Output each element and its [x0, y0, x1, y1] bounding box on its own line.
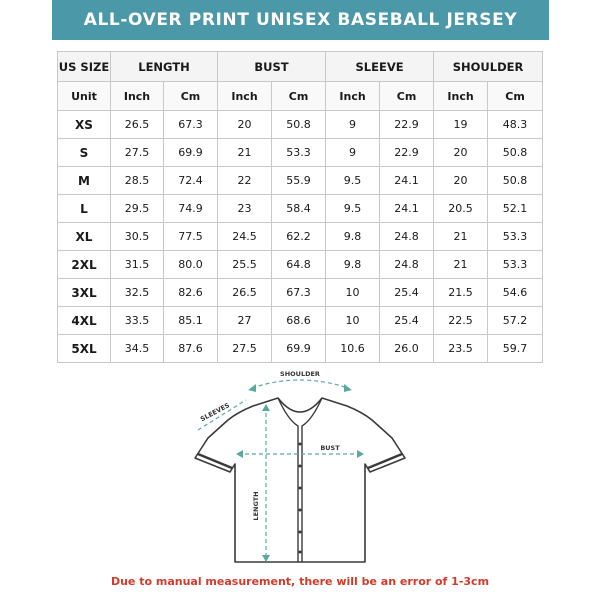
size-label-cell: 4XL: [58, 307, 111, 335]
unit-header-cell: Unit: [58, 82, 111, 111]
measurement-cell: 24.8: [380, 251, 434, 279]
size-label-cell: 5XL: [58, 335, 111, 363]
size-rows: [58, 111, 543, 363]
size-label-cell: XL: [58, 223, 111, 251]
size-row: [58, 195, 543, 223]
size-row: [58, 139, 543, 167]
size-label-cell: 3XL: [58, 279, 111, 307]
measurement-cell: 52.1: [488, 195, 543, 223]
measurement-cell: 21: [218, 139, 272, 167]
measurement-cell: 21.5: [434, 279, 488, 307]
measurement-cell: 29.5: [111, 195, 164, 223]
measurement-note: Due to manual measurement, there will be an error of 1-3cm: [110, 575, 490, 588]
measurement-cell: 25.4: [380, 279, 434, 307]
unit-header-cell: Inch: [326, 82, 380, 111]
shoulder-measure-line: [252, 380, 348, 388]
measurement-cell: 26.5: [218, 279, 272, 307]
size-row: [58, 223, 543, 251]
group-header-us-size: US SIZE: [58, 52, 111, 82]
size-chart-table: [57, 51, 543, 363]
measurement-cell: 9.8: [326, 251, 380, 279]
measurement-cell: 22: [218, 167, 272, 195]
measurement-cell: 19: [434, 111, 488, 139]
measurement-cell: 26.0: [380, 335, 434, 363]
measurement-cell: 21: [434, 223, 488, 251]
measurement-cell: 80.0: [164, 251, 218, 279]
size-row: [58, 251, 543, 279]
measurement-cell: 9.8: [326, 223, 380, 251]
measurement-cell: 69.9: [272, 335, 326, 363]
unit-header-cell: Cm: [488, 82, 543, 111]
measurement-cell: 55.9: [272, 167, 326, 195]
measurement-cell: 10: [326, 279, 380, 307]
measurement-cell: 20: [434, 167, 488, 195]
measurement-cell: 9: [326, 139, 380, 167]
measurement-cell: 20: [434, 139, 488, 167]
measurement-cell: 9: [326, 111, 380, 139]
measurement-cell: 50.8: [488, 167, 543, 195]
measurement-cell: 53.3: [488, 251, 543, 279]
measurement-cell: 30.5: [111, 223, 164, 251]
measurement-cell: 20.5: [434, 195, 488, 223]
measurement-cell: 28.5: [111, 167, 164, 195]
measurement-cell: 62.2: [272, 223, 326, 251]
measurement-cell: 57.2: [488, 307, 543, 335]
measurement-cell: 67.3: [164, 111, 218, 139]
size-row: [58, 307, 543, 335]
measurement-cell: 26.5: [111, 111, 164, 139]
measurement-cell: 22.9: [380, 139, 434, 167]
group-header-sleeve: SLEEVE: [326, 52, 434, 82]
unit-header-cell: Inch: [218, 82, 272, 111]
measurement-cell: 9.5: [326, 167, 380, 195]
measurement-cell: 58.4: [272, 195, 326, 223]
unit-header-row: [58, 82, 543, 111]
measurement-cell: 67.3: [272, 279, 326, 307]
measurement-cell: 53.3: [272, 139, 326, 167]
measurement-cell: 50.8: [488, 139, 543, 167]
measurement-cell: 82.6: [164, 279, 218, 307]
measurement-cell: 69.9: [164, 139, 218, 167]
unit-header-cell: Cm: [164, 82, 218, 111]
jersey-outline: [195, 398, 405, 562]
size-label-cell: XS: [58, 111, 111, 139]
measurement-cell: 50.8: [272, 111, 326, 139]
measurement-cell: 20: [218, 111, 272, 139]
measurement-cell: 72.4: [164, 167, 218, 195]
measurement-cell: 23: [218, 195, 272, 223]
measurement-cell: 24.5: [218, 223, 272, 251]
size-label-cell: 2XL: [58, 251, 111, 279]
shoulder-arrow-right: [344, 384, 352, 392]
group-header-bust: BUST: [218, 52, 326, 82]
unit-header-cell: Inch: [111, 82, 164, 111]
unit-header-cell: Cm: [272, 82, 326, 111]
size-label-cell: M: [58, 167, 111, 195]
size-row: [58, 167, 543, 195]
unit-header-cell: Cm: [380, 82, 434, 111]
size-row: [58, 279, 543, 307]
measurement-cell: 33.5: [111, 307, 164, 335]
sleeves-label: SLEEVES: [199, 401, 232, 424]
size-row: [58, 111, 543, 139]
measurement-cell: 10: [326, 307, 380, 335]
measurement-cell: 24.1: [380, 195, 434, 223]
measurement-cell: 74.9: [164, 195, 218, 223]
jersey-diagram: [190, 364, 410, 574]
measurement-cell: 27: [218, 307, 272, 335]
measurement-cell: 54.6: [488, 279, 543, 307]
measurement-cell: 27.5: [111, 139, 164, 167]
measurement-cell: 27.5: [218, 335, 272, 363]
measurement-cell: 22.9: [380, 111, 434, 139]
measurement-cell: 34.5: [111, 335, 164, 363]
measurement-cell: 68.6: [272, 307, 326, 335]
length-label: LENGTH: [252, 491, 260, 521]
unit-header-cell: Inch: [434, 82, 488, 111]
measurement-cell: 24.1: [380, 167, 434, 195]
measurement-cell: 21: [434, 251, 488, 279]
measurement-cell: 64.8: [272, 251, 326, 279]
bust-label: BUST: [320, 444, 340, 452]
measurement-cell: 24.8: [380, 223, 434, 251]
shoulder-arrow-left: [248, 384, 256, 392]
measurement-cell: 77.5: [164, 223, 218, 251]
group-header-length: LENGTH: [111, 52, 218, 82]
measurement-cell: 25.5: [218, 251, 272, 279]
measurement-cell: 53.3: [488, 223, 543, 251]
page-title: ALL-OVER PRINT UNISEX BASEBALL JERSEY: [83, 10, 518, 30]
group-header-row: [58, 52, 543, 82]
measurement-cell: 10.6: [326, 335, 380, 363]
measurement-cell: 59.7: [488, 335, 543, 363]
title-banner: [52, 0, 549, 40]
measurement-cell: 31.5: [111, 251, 164, 279]
size-label-cell: L: [58, 195, 111, 223]
measurement-cell: 25.4: [380, 307, 434, 335]
shoulder-label: SHOULDER: [280, 370, 320, 378]
measurement-cell: 23.5: [434, 335, 488, 363]
measurement-cell: 32.5: [111, 279, 164, 307]
group-header-shoulder: SHOULDER: [434, 52, 543, 82]
size-label-cell: S: [58, 139, 111, 167]
measurement-cell: 22.5: [434, 307, 488, 335]
measurement-cell: 9.5: [326, 195, 380, 223]
measurement-cell: 87.6: [164, 335, 218, 363]
measurement-cell: 85.1: [164, 307, 218, 335]
measurement-cell: 48.3: [488, 111, 543, 139]
size-row: [58, 335, 543, 363]
